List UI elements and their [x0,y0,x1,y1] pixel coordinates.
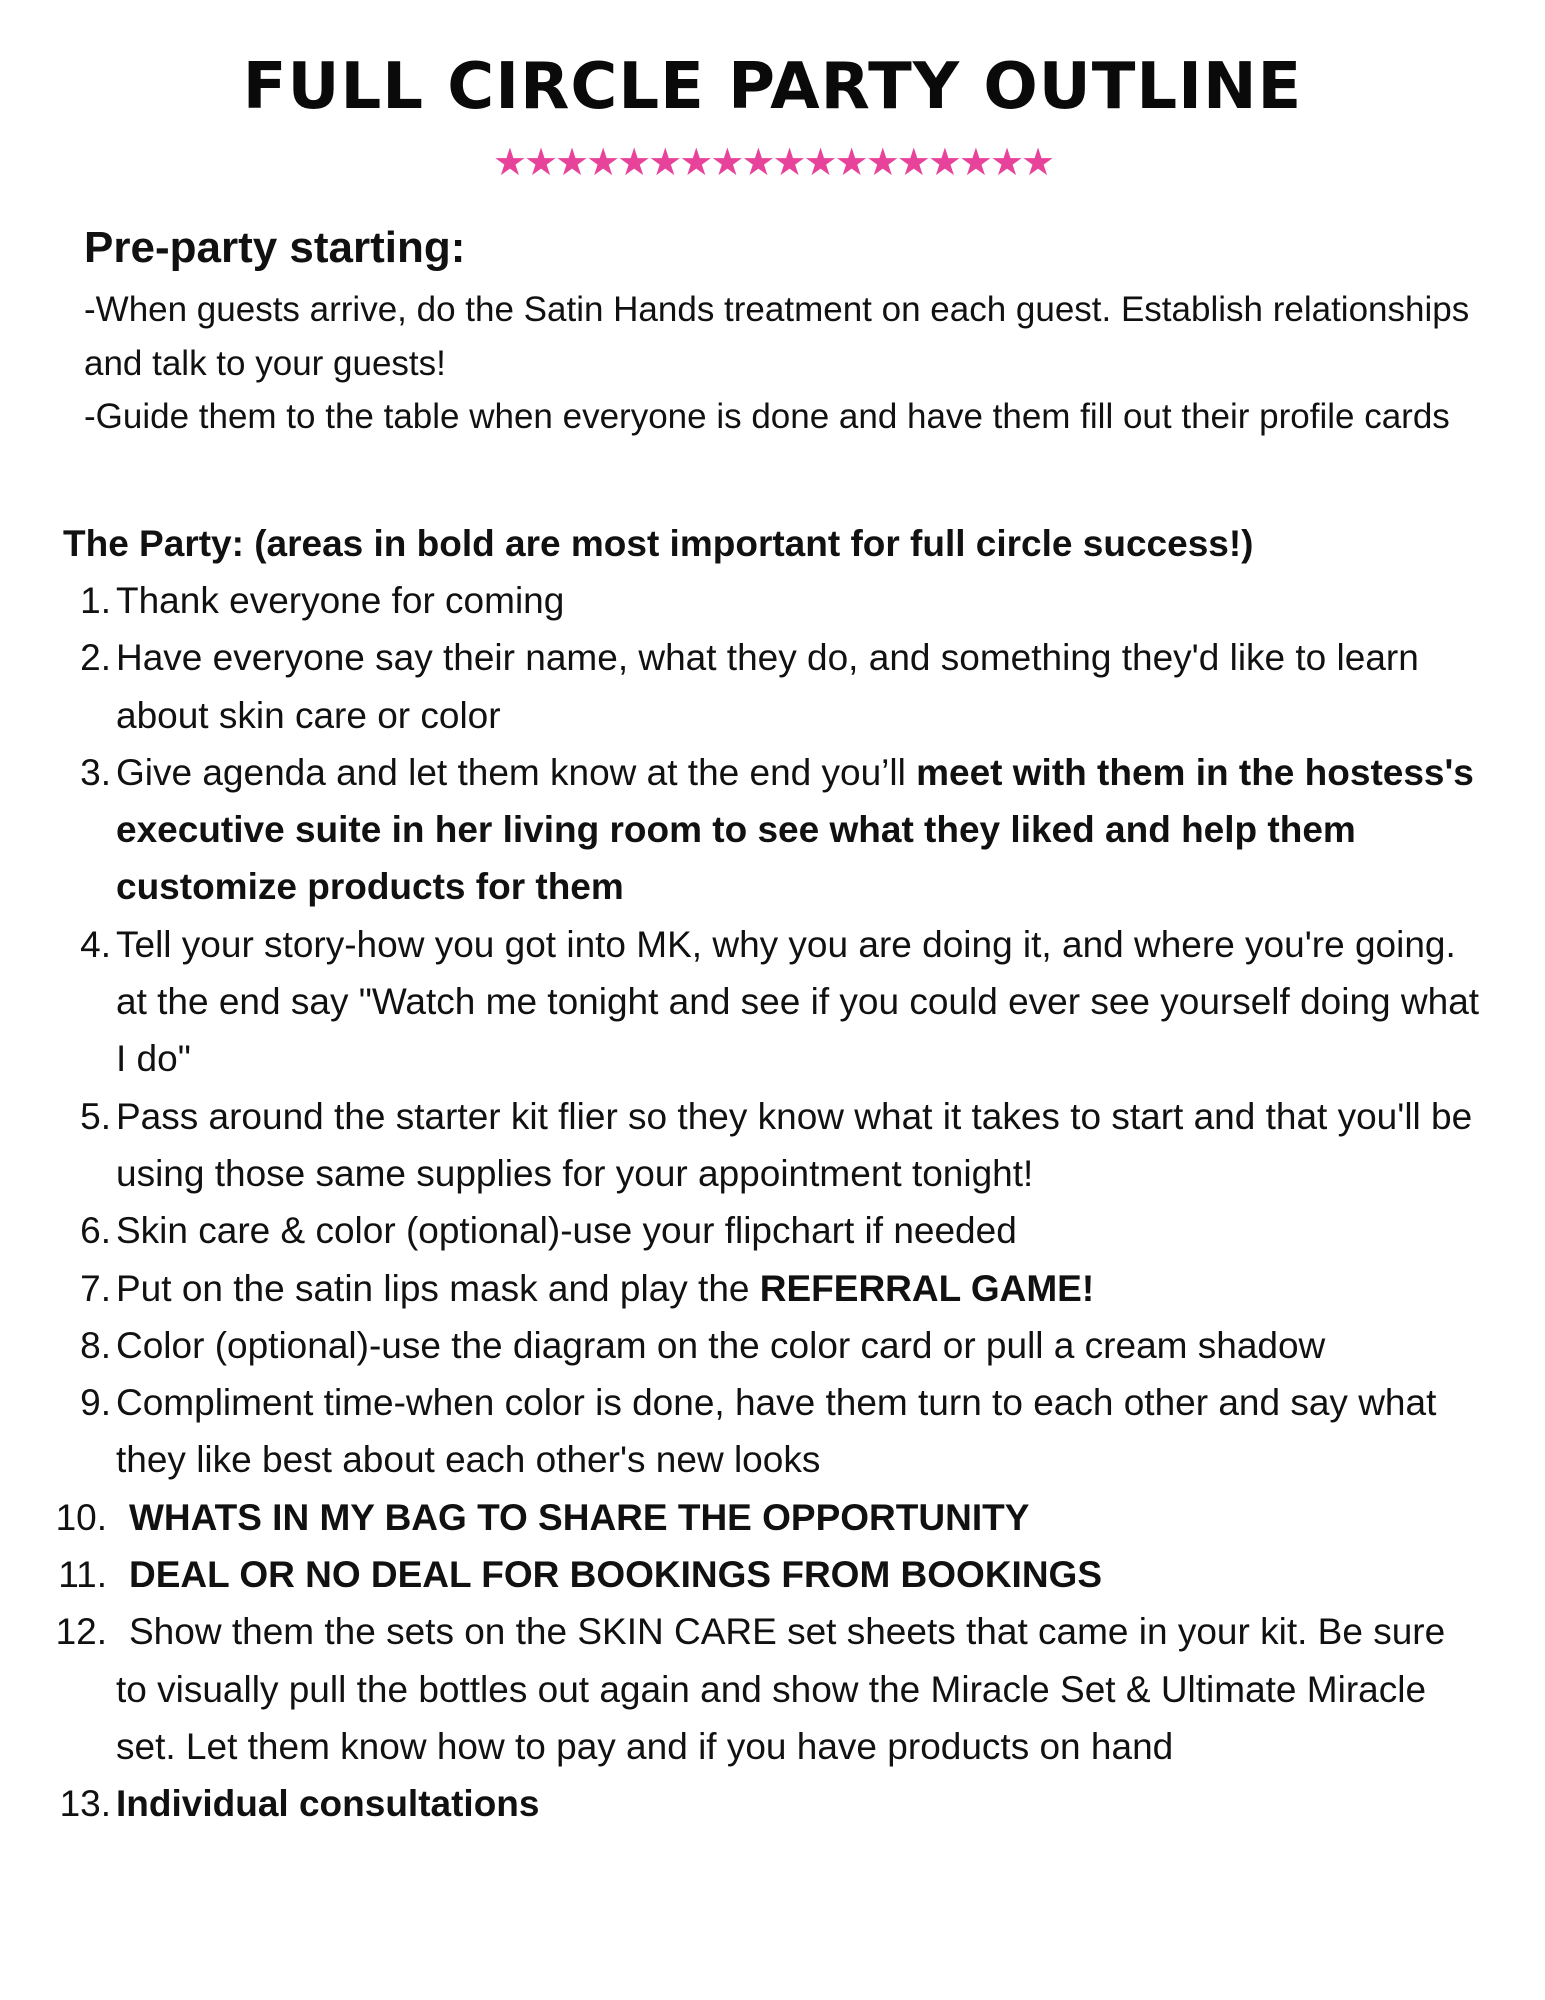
pre-party-instructions [84,283,1504,444]
pre-party-line: -When guests arrive, do the Satin Hands treatment on each guest. Establish relationships and talk to your guests! [84,290,1470,383]
pre-party-heading: Pre-party starting: [84,223,466,272]
step-text [116,1497,1029,1538]
step-text: Put on the satin lips mask and play the REFERRAL GAME! [116,1267,1095,1309]
step-text: Compliment time-when color is done, have them turn to each other and say what they like best about each other's new looks [116,1382,1437,1481]
step-text: Have everyone say their name, what they do, and something they'd like to learn about skin care or color [116,637,1419,736]
step-text: Skin care & color (optional)-use your flipchart if needed [116,1210,1017,1252]
step-number: 10. [55,1496,107,1538]
list-item [0,1260,1545,1317]
step-number: 9. [80,1382,111,1424]
step-text: Give agenda and let them know at the end you’ll meet with them in the hostess's executive suite in her living room to see what they liked and help them customize products for them [116,751,1474,908]
page-title: FULL CIRCLE PARTY OUTLINE [242,50,1303,124]
step-number: 13. [59,1783,111,1825]
step-text: Tell your story-how you got into MK, why you are doing it, and where you're going. at the end say "Watch me tonight and see if you could ever see yourself doing what I do" [116,923,1480,1080]
step-bold-text: Individual consultations [116,1783,540,1825]
step-number: 8. [80,1324,111,1366]
list-item [0,1546,1545,1603]
party-heading: The Party: (areas in bold are most important for full circle success!) [63,523,1254,564]
step-number: 7. [80,1267,111,1309]
list-item [0,572,1545,629]
list-item [0,1603,1545,1775]
step-number: 1. [80,580,111,621]
step-text [116,1783,539,1824]
step-text [116,1554,1102,1595]
step-text: Show them the sets on the SKIN CARE set sheets that came in your kit. Be sure to visually pull the bottles out again and show the Miracle Set & Ultimate Miracle set. Let them know how to pay and if you have products on hand [116,1611,1446,1767]
list-item [0,1088,1545,1203]
step-number: 5. [80,1095,111,1137]
step-number: 6. [80,1210,111,1252]
step-number: 11. [58,1554,107,1596]
list-item [0,1202,1545,1259]
step-bold-text: DEAL OR NO DEAL FOR BOOKINGS FROM BOOKINGS [129,1554,1103,1596]
step-number: 2. [80,637,111,679]
step-number: 4. [80,923,111,965]
step-text: Pass around the starter kit flier so they know what it takes to start and that you'll be using those same supplies for your appointment tonight! [116,1095,1473,1194]
list-item [0,1374,1545,1489]
pre-party-line: -Guide them to the table when everyone is done and have them fill out their profile cards [84,397,1450,436]
step-text: Thank everyone for coming [116,580,565,621]
list-item [0,916,1545,1088]
star-divider: ★★★★★★★★★★★★★★★★★★ [492,140,1053,184]
list-item [0,1775,1545,1832]
step-number: 12. [55,1611,107,1653]
step-bold-text: meet with them in the hostess's executive suite in her living room to see what they liked and help them customize products for them [116,751,1474,908]
list-item [0,744,1545,916]
party-steps-list [0,572,1545,1833]
list-item [0,629,1545,744]
step-number: 3. [80,751,111,793]
step-bold-text: WHATS IN MY BAG TO SHARE THE OPPORTUNITY [129,1496,1030,1538]
list-item [0,1489,1545,1546]
step-text: Color (optional)-use the diagram on the color card or pull a cream shadow [116,1324,1326,1366]
list-item [0,1317,1545,1374]
step-bold-text: REFERRAL GAME! [759,1267,1095,1309]
